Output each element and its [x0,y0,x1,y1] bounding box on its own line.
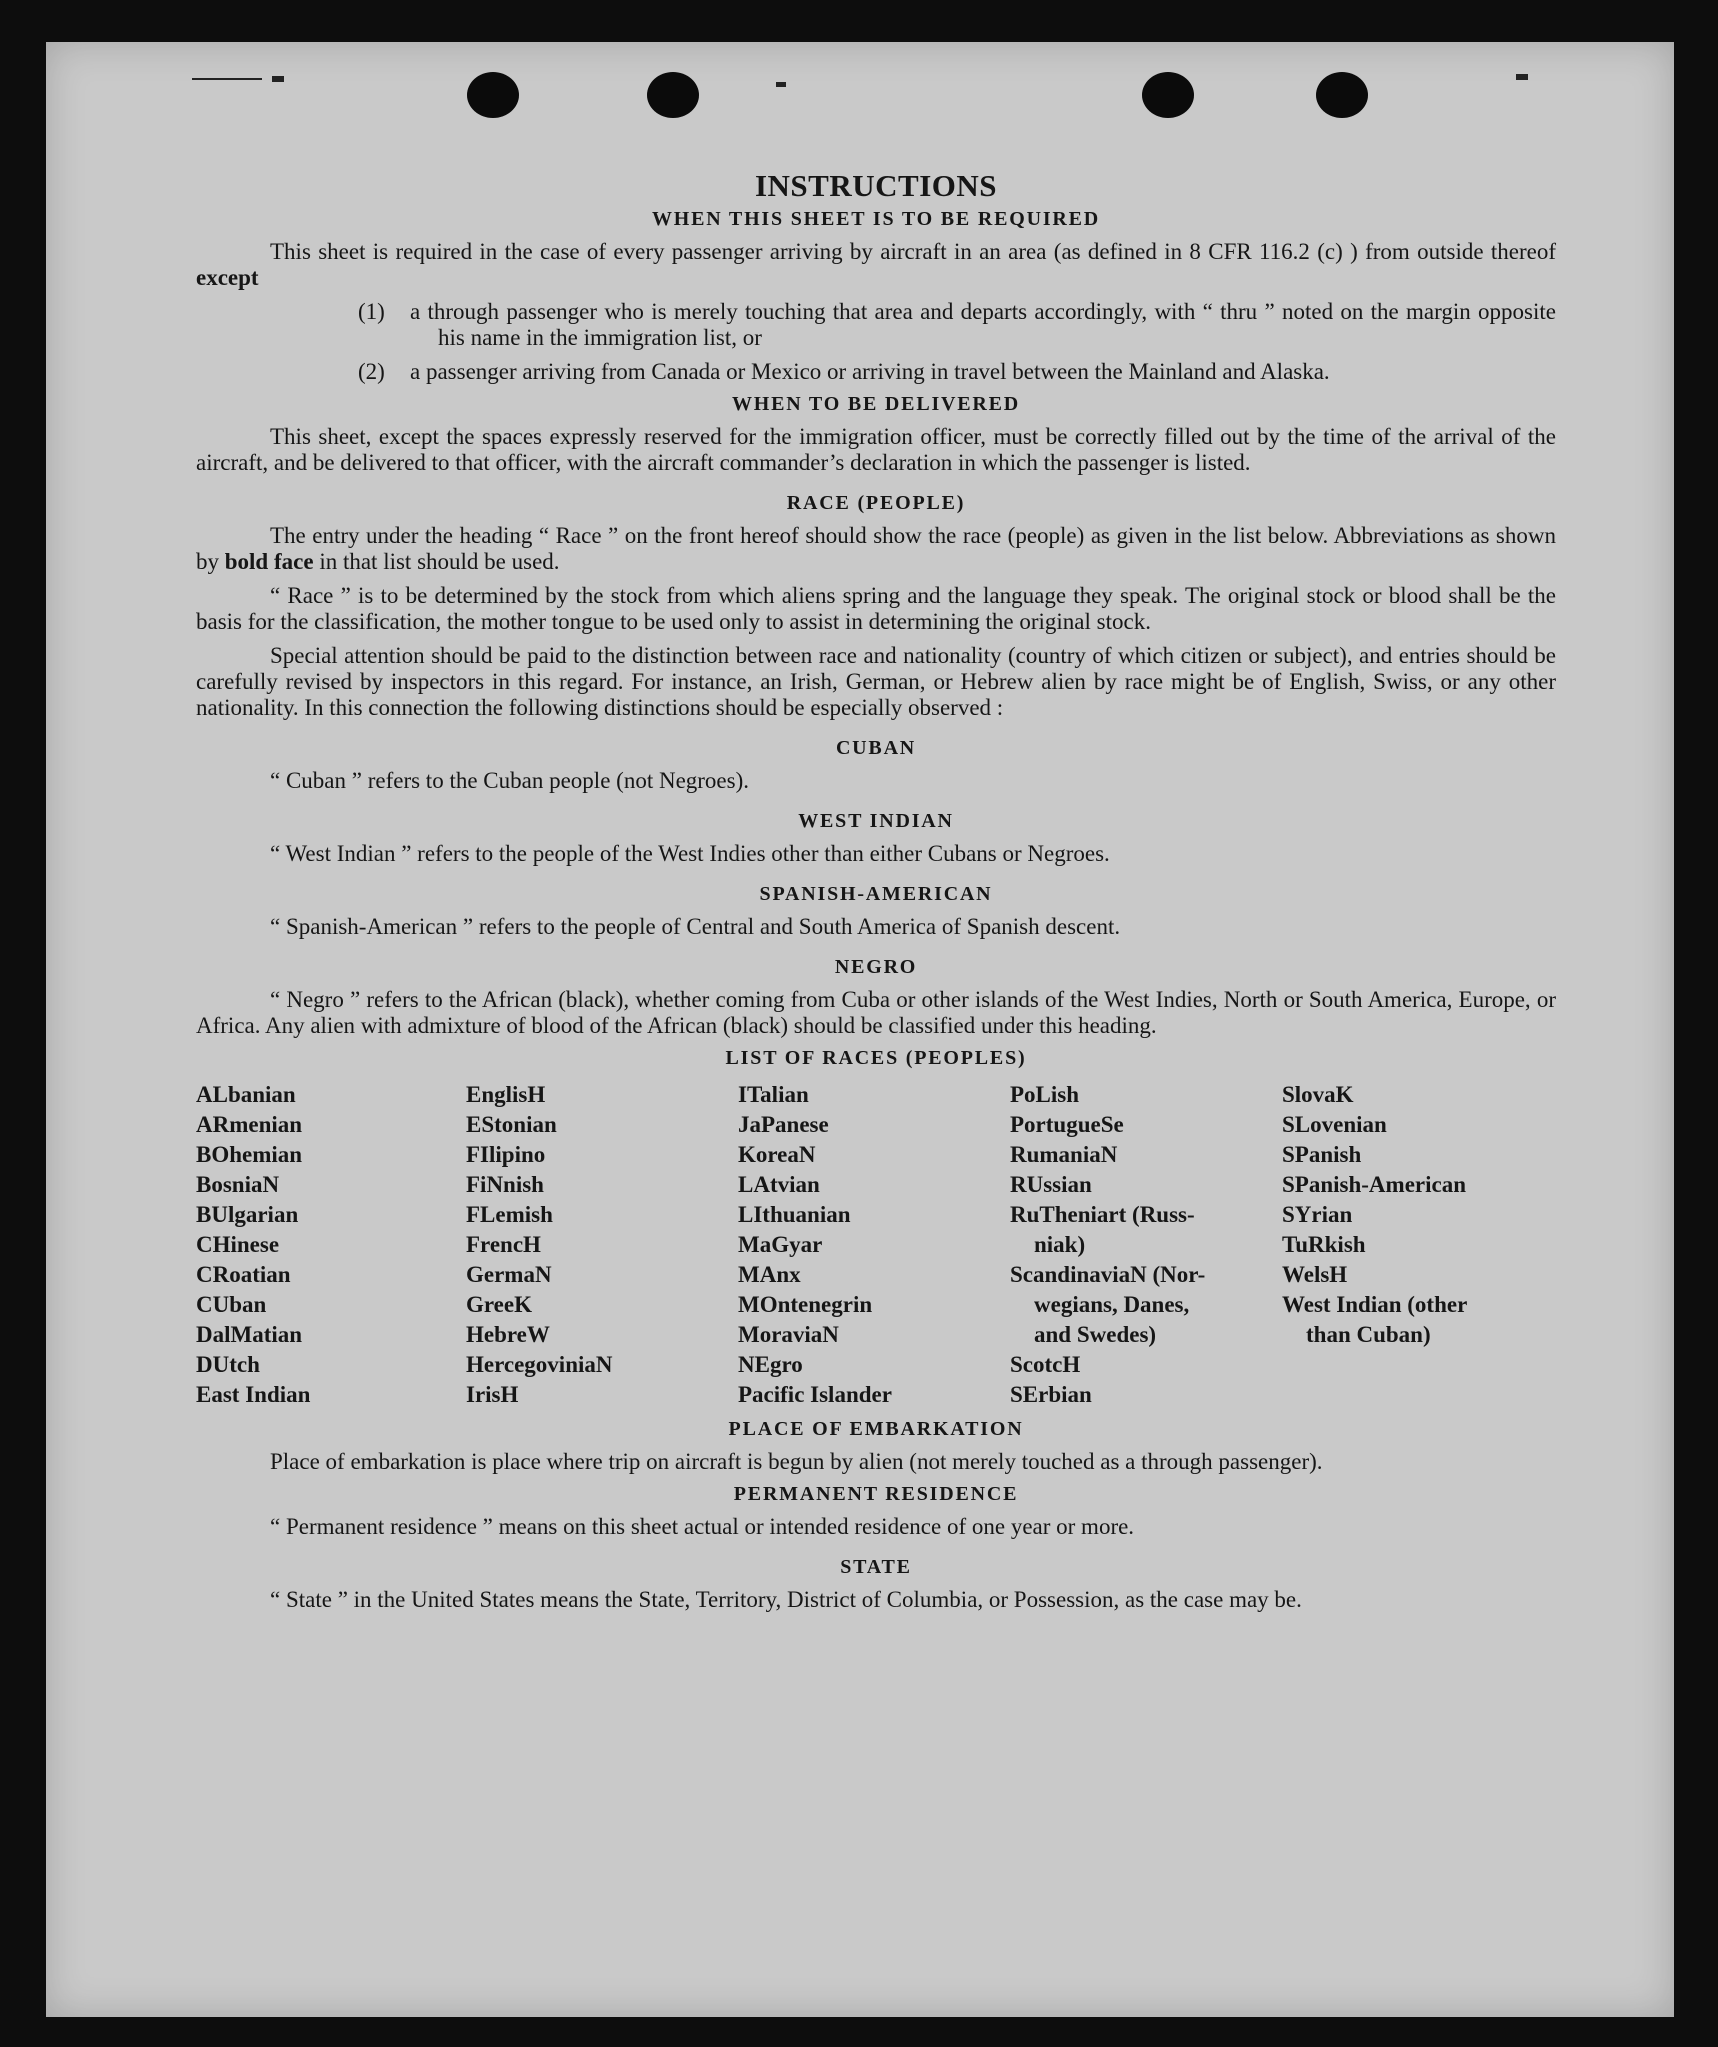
race-item: FiNnish [466,1172,544,1197]
exception-number: (2) [358,359,385,384]
section-heading: STATE [840,1556,912,1578]
race-item-continued: than Cuban) [1306,1322,1431,1347]
race-item: SPanish [1282,1142,1362,1167]
race-item: CUban [196,1292,267,1317]
race-item: NEgro [738,1352,803,1377]
paragraph: “ Negro ” refers to the African (black), whether coming from Cuba or other islands of the West Indies, North or South America, Europe, or Africa. Any alien with admixture of blood of the African (black) should be classified under this heading. [196,987,1556,1038]
race-column [466,1080,738,1410]
race-item: IrisH [466,1382,519,1407]
section-heading: SPANISH-AMERICAN [759,883,993,905]
section-heading: PLACE OF EMBARKATION [728,1418,1024,1440]
exception-number: (1) [358,299,385,324]
ink-speck [192,78,262,80]
race-column [1282,1080,1556,1410]
race-item: BOhemian [196,1142,303,1167]
paragraph-text: This sheet is required in the case of every passenger arriving by aircraft in an area (as defined in 8 CFR 116.2 (c) ) from outside thereof [270,239,1556,264]
race-item: FLemish [466,1202,553,1227]
race-item: West Indian (other [1282,1292,1468,1317]
section-heading: WHEN TO BE DELIVERED [731,393,1021,415]
race-item: MaGyar [738,1232,823,1257]
section-heading: NEGRO [834,956,918,978]
race-item: WelsH [1282,1262,1348,1287]
race-item: HebreW [466,1322,550,1347]
exception-text: a through passenger who is merely touching that area and departs accordingly, with “ thru ” noted on the margin opposite his name in the immigration list, or [410,299,1556,350]
race-column [196,1080,466,1410]
exception-item [196,359,1556,385]
instructions-body [196,168,1556,1613]
paragraph: This sheet, except the spaces expressly reserved for the immigration officer, must be correctly filled out by the time of the arrival of the aircraft, and be delivered to that officer, with the aircraft commander’s declaration in which the passenger is listed. [196,424,1556,475]
paragraph [196,239,1556,291]
exception-text: a passenger arriving from Canada or Mexico or arriving in travel between the Mainland and Alaska. [410,359,1330,384]
paragraph: “ Spanish-American ” refers to the people of Central and South America of Spanish descent. [270,914,1121,939]
section-heading: WHEN THIS SHEET IS TO BE REQUIRED [651,208,1101,230]
race-item: KoreaN [738,1142,816,1167]
bold-text: except [196,265,259,290]
race-item: SLovenian [1282,1112,1387,1137]
race-item: RuTheniart (Russ- [1010,1202,1195,1227]
race-item: CRoatian [196,1262,291,1287]
section-heading: WEST INDIAN [798,810,954,832]
race-item: RumaniaN [1010,1142,1118,1167]
paragraph: Special attention should be paid to the distinction between race and nationality (country of which citizen or subject), and entries should be carefully revised by inspectors in this regard. For instance, an Irish, German, or Hebrew alien by race might be of English, Swiss, or any other nationality. In this connection the following distinctions should be especially observed : [196,643,1556,720]
paragraph: “ West Indian ” refers to the people of the West Indies other than either Cubans or Negroes. [270,841,1110,866]
race-item: RUssian [1010,1172,1092,1197]
section-heading: CUBAN [835,737,917,759]
race-item: ITalian [738,1082,809,1107]
race-item: FIlipino [466,1142,546,1167]
race-item: JaPanese [738,1112,829,1137]
page-title: INSTRUCTIONS [754,168,997,203]
race-item: MoraviaN [738,1322,839,1347]
race-item: DalMatian [196,1322,303,1347]
race-column [738,1080,1010,1410]
race-item: EStonian [466,1112,557,1137]
race-item-continued: and Swedes) [1034,1322,1157,1347]
punch-hole [1142,72,1194,118]
race-item: BUlgarian [196,1202,299,1227]
bold-text: bold face [224,549,314,574]
race-item: ALbanian [196,1082,296,1107]
race-item: Pacific Islander [738,1382,892,1407]
ink-speck [1516,74,1528,80]
race-item: HercegoviniaN [466,1352,613,1377]
race-item: CHinese [196,1232,280,1257]
race-item: SYrian [1282,1202,1353,1227]
ink-speck [272,76,284,82]
section-heading: LIST OF RACES (PEOPLES) [725,1047,1027,1069]
race-item: BosniaN [196,1172,280,1197]
race-item: SlovaK [1282,1082,1354,1107]
race-item-continued: wegians, Danes, [1034,1292,1190,1317]
race-item: PoLish [1010,1082,1080,1107]
race-item: DUtch [196,1352,260,1377]
paragraph [196,523,1556,575]
ink-speck [776,82,786,87]
paragraph: “ Race ” is to be determined by the stock from which aliens spring and the language they speak. The original stock or blood shall be the basis for the classification, the mother tongue to be used only to assist in determining the original stock. [196,583,1556,634]
race-item: LAtvian [738,1172,820,1197]
punch-hole [1316,72,1368,118]
race-item: MAnx [738,1262,801,1287]
punch-hole [467,72,519,118]
paragraph: “ State ” in the United States means the State, Territory, District of Columbia, or Possession, as the case may be. [270,1587,1302,1612]
race-item: TuRkish [1282,1232,1366,1257]
paragraph: Place of embarkation is place where trip on aircraft is begun by alien (not merely touched as a through passenger). [270,1449,1323,1474]
race-item: EnglisH [466,1082,546,1107]
paragraph: “ Permanent residence ” means on this sheet actual or intended residence of one year or more. [270,1514,1135,1539]
race-item: GreeK [466,1292,532,1317]
paragraph-text: in that list should be used. [313,549,560,574]
section-heading: RACE (PEOPLE) [786,492,966,514]
race-item: MOntenegrin [738,1292,873,1317]
race-list [196,1080,1556,1410]
race-item: FrencH [466,1232,541,1257]
race-item: ScandinaviaN (Nor- [1010,1262,1206,1287]
race-item: SErbian [1010,1382,1092,1407]
document-page [46,42,1674,2017]
exception-item [196,299,1556,351]
race-item: ARmenian [196,1112,303,1137]
race-item-continued: niak) [1034,1232,1086,1257]
race-column [1010,1080,1282,1410]
race-item: ScotcH [1010,1352,1081,1377]
race-item: LIthuanian [738,1202,851,1227]
punch-hole [647,72,699,118]
paragraph-text: The entry under the heading “ Race ” on the front hereof should show the race (people) as given in the list below. Abbreviations as shown by [196,523,1556,574]
paragraph: “ Cuban ” refers to the Cuban people (not Negroes). [270,768,750,793]
race-item: East Indian [196,1382,311,1407]
race-item: GermaN [466,1262,552,1287]
race-item: PortugueSe [1010,1112,1124,1137]
section-heading: PERMANENT RESIDENCE [733,1483,1019,1505]
race-item: SPanish-American [1282,1172,1466,1197]
